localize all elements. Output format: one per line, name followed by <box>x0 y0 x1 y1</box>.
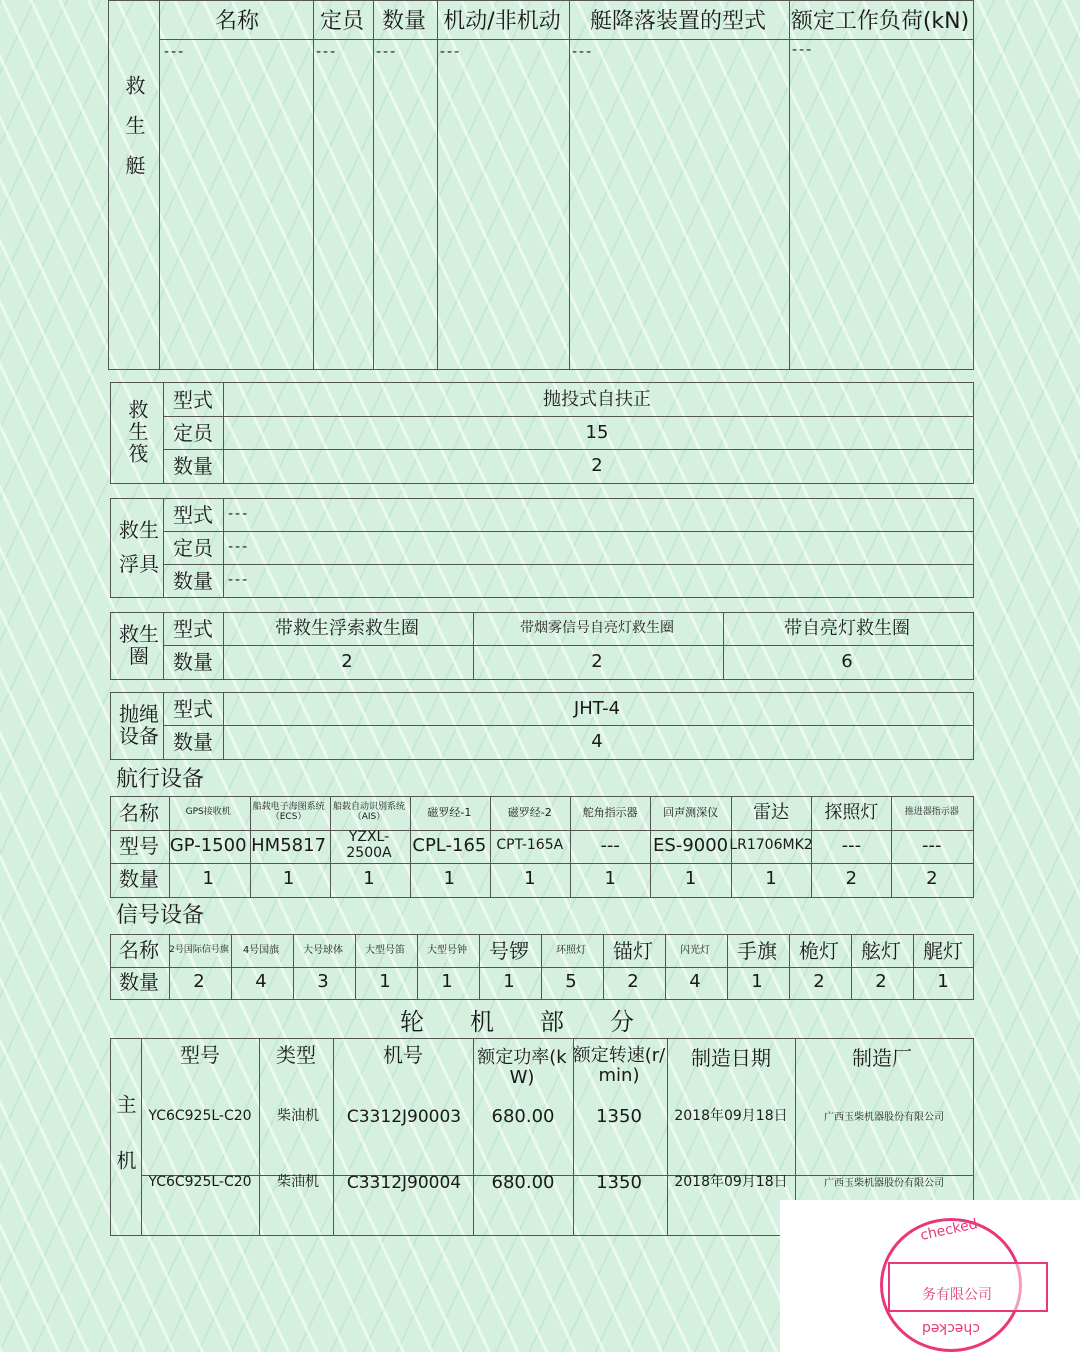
engine-header-number: 机号 <box>383 1043 423 1067</box>
buoyant-value-type: --- <box>228 506 250 522</box>
signal-qty-9: 4 <box>689 971 701 993</box>
buoyant-value-qty: --- <box>228 572 250 588</box>
engine-header-speed: 额定转速(r/min) <box>572 1045 666 1086</box>
signal-name-2: 4号国旗 <box>242 945 280 956</box>
liferaft-value-qty: 2 <box>591 455 603 477</box>
signal-qty-4: 1 <box>379 971 391 993</box>
lifeboat-value-name: --- <box>164 44 186 60</box>
nav-name-8: 雷达 <box>752 802 789 824</box>
engine-row-2-col-7: 广西玉柴机器股份有限公司 <box>824 1177 944 1189</box>
nav-qty-1: 1 <box>202 867 214 889</box>
nav-model-8: LR1706MK2 <box>729 836 813 853</box>
signal-name-7: 环照灯 <box>556 945 586 956</box>
lifeboat-header-name: 名称 <box>214 8 259 34</box>
line-throwing-value-qty: 4 <box>591 731 603 753</box>
lifeboat-value-powered: --- <box>440 44 462 60</box>
signal-name-3: 大号球体 <box>303 945 343 956</box>
engine-header-type: 类型 <box>276 1043 316 1067</box>
signal-qty-1: 2 <box>193 971 205 993</box>
line-throwing-side-label: 抛绳设备 <box>119 702 159 748</box>
liferaft-value-type: 抛投式自扶正 <box>543 389 651 411</box>
nav-qty-4: 1 <box>443 867 456 889</box>
stamp-text-center: 务有限公司 <box>922 1287 992 1303</box>
engine-header-date: 制造日期 <box>691 1046 771 1070</box>
lifeboat-header-load: 额定工作负荷(kN) <box>790 8 970 34</box>
lifeboat-value-capacity: --- <box>316 44 338 60</box>
buoyant-side-label: 救生浮具 <box>119 518 159 576</box>
stamp-text-bottom: checked <box>922 1320 980 1336</box>
nav-model-2: HM5817 <box>251 834 327 856</box>
nav-name-10: 推进器指示器 <box>904 807 959 818</box>
engine-row-2-col-2: 柴油机 <box>277 1174 319 1191</box>
nav-model-5: CPT-165A <box>496 836 564 853</box>
signal-qty-6: 1 <box>503 971 515 993</box>
nav-row-label-model: 型号 <box>119 833 159 858</box>
lifebuoy-qty-3: 6 <box>841 651 853 673</box>
engine-row-2-col-1: YC6C925L-C20 <box>148 1174 252 1191</box>
nav-model-9: --- <box>841 834 862 856</box>
line-throwing-label-type: 型式 <box>173 697 213 721</box>
lifeboat-header-launching: 艇降落装置的型式 <box>589 8 766 34</box>
nav-name-3: 船载自动识别系统（AIS） <box>332 802 405 822</box>
signal-qty-7: 5 <box>565 971 577 993</box>
signal-name-12: 舷灯 <box>861 938 901 963</box>
engine-row-1-col-6: 2018年09月18日 <box>674 1108 788 1125</box>
lifebuoy-label-qty: 数量 <box>173 650 213 674</box>
engine-title: 轮机部分 <box>400 1007 680 1036</box>
lifebuoy-side-label: 救生圈 <box>119 622 159 668</box>
engine-row-1-col-3: C3312J90003 <box>346 1106 462 1127</box>
nav-qty-2: 1 <box>282 867 295 889</box>
signal-qty-13: 1 <box>937 971 949 993</box>
engine-header-model: 型号 <box>180 1043 220 1067</box>
nav-name-9: 探照灯 <box>824 802 879 824</box>
stamp-text-top: checked <box>918 1216 980 1244</box>
lifeboat-value-qty: --- <box>376 44 398 60</box>
signal-qty-2: 4 <box>255 971 267 993</box>
liferaft-side-label: 救生筏 <box>125 399 149 465</box>
nav-model-4: CPL-165 <box>412 834 487 856</box>
lifeboat-table <box>108 0 974 370</box>
engine-row-1-col-5: 1350 <box>596 1106 642 1128</box>
lifebuoy-label-type: 型式 <box>173 617 213 641</box>
lifebuoy-qty-1: 2 <box>341 651 353 673</box>
engine-row-1-col-1: YC6C925L-C20 <box>148 1108 252 1125</box>
nav-model-10: --- <box>922 834 942 856</box>
buoyant-value-capacity: --- <box>228 539 250 555</box>
engine-header-maker: 制造厂 <box>852 1046 912 1070</box>
engine-row-2-col-4: 680.00 <box>491 1172 555 1194</box>
signal-name-5: 大型号钟 <box>427 945 467 956</box>
engine-header-power: 额定功率(kW) <box>477 1047 567 1088</box>
nav-row-label-name: 名称 <box>119 800 159 825</box>
lifeboat-value-load: --- <box>792 42 814 58</box>
engine-side-label: 主机 <box>113 1094 137 1206</box>
nav-name-5: 磁罗经-2 <box>507 805 552 819</box>
nav-qty-10: 2 <box>926 867 938 889</box>
nav-model-1: GP-1500 <box>169 834 247 856</box>
nav-name-1: GPS接收机 <box>185 807 231 818</box>
liferaft-label-type: 型式 <box>173 388 213 412</box>
lifebuoy-qty-2: 2 <box>591 651 603 673</box>
signal-name-11: 桅灯 <box>799 938 839 963</box>
nav-model-6: --- <box>600 834 620 856</box>
signal-qty-5: 1 <box>441 971 453 993</box>
signal-row-label-name: 名称 <box>119 938 159 962</box>
engine-row-2-col-5: 1350 <box>596 1172 642 1194</box>
nav-qty-5: 1 <box>524 867 536 889</box>
lifeboat-header-powered: 机动/非机动 <box>443 8 561 34</box>
signal-name-1: 2号国际信号旗 <box>169 944 229 955</box>
signal-title: 信号设备 <box>116 903 205 928</box>
signal-name-4: 大型号笛 <box>365 945 405 956</box>
line-throwing-value-type: JHT-4 <box>573 698 621 720</box>
buoyant-label-qty: 数量 <box>173 569 213 593</box>
signal-qty-12: 2 <box>875 971 887 993</box>
engine-row-1-col-4: 680.00 <box>491 1106 555 1128</box>
nav-name-4: 磁罗经-1 <box>427 805 472 819</box>
line-throwing-label-qty: 数量 <box>173 730 213 754</box>
signal-qty-11: 2 <box>813 971 825 993</box>
engine-row-2-col-6: 2018年09月18日 <box>674 1174 788 1191</box>
lifebuoy-type-2: 带烟雾信号自亮灯救生圈 <box>520 620 674 637</box>
nav-title: 航行设备 <box>116 767 205 792</box>
lifeboat-header-capacity: 定员 <box>319 8 364 34</box>
signal-qty-10: 1 <box>751 971 763 993</box>
nav-qty-6: 1 <box>604 867 616 889</box>
engine-row-2-col-3: C3312J90004 <box>346 1172 462 1193</box>
nav-qty-8: 1 <box>765 867 777 889</box>
nav-name-6: 舵角指示器 <box>582 805 638 819</box>
nav-qty-9: 2 <box>845 867 858 889</box>
nav-row-label-qty: 数量 <box>119 866 159 891</box>
buoyant-label-capacity: 定员 <box>173 536 213 560</box>
nav-model-7: ES-9000 <box>653 834 729 856</box>
nav-name-7: 回声测深仪 <box>663 805 719 819</box>
engine-row-1-col-7: 广西玉柴机器股份有限公司 <box>824 1111 944 1123</box>
signal-row-label-qty: 数量 <box>119 970 159 994</box>
lifebuoy-type-1: 带救生浮索救生圈 <box>275 618 419 640</box>
nav-qty-3: 1 <box>363 867 375 889</box>
lifebuoy-type-3: 带自亮灯救生圈 <box>784 618 910 640</box>
buoyant-label-type: 型式 <box>173 503 213 527</box>
engine-row-1-col-2: 柴油机 <box>277 1108 319 1125</box>
signal-qty-3: 3 <box>317 971 329 993</box>
liferaft-label-qty: 数量 <box>173 454 213 478</box>
liferaft-label-capacity: 定员 <box>173 421 213 445</box>
signal-name-13: 艉灯 <box>923 938 963 963</box>
lifeboat-side-label: 救生艇 <box>122 75 146 195</box>
nav-model-3: YZXL-2500A <box>346 829 392 861</box>
signal-name-9: 闪光灯 <box>680 945 710 956</box>
nav-name-2: 船载电子海图系统（ECS） <box>252 802 325 822</box>
liferaft-value-capacity: 15 <box>585 422 609 444</box>
nav-qty-7: 1 <box>684 867 697 889</box>
signal-qty-8: 2 <box>627 971 639 993</box>
signal-name-8: 锚灯 <box>613 938 653 963</box>
signal-name-10: 手旗 <box>737 938 777 963</box>
signal-name-6: 号锣 <box>489 938 529 963</box>
lifeboat-value-launching: --- <box>572 44 594 60</box>
lifeboat-header-qty: 数量 <box>381 8 426 34</box>
